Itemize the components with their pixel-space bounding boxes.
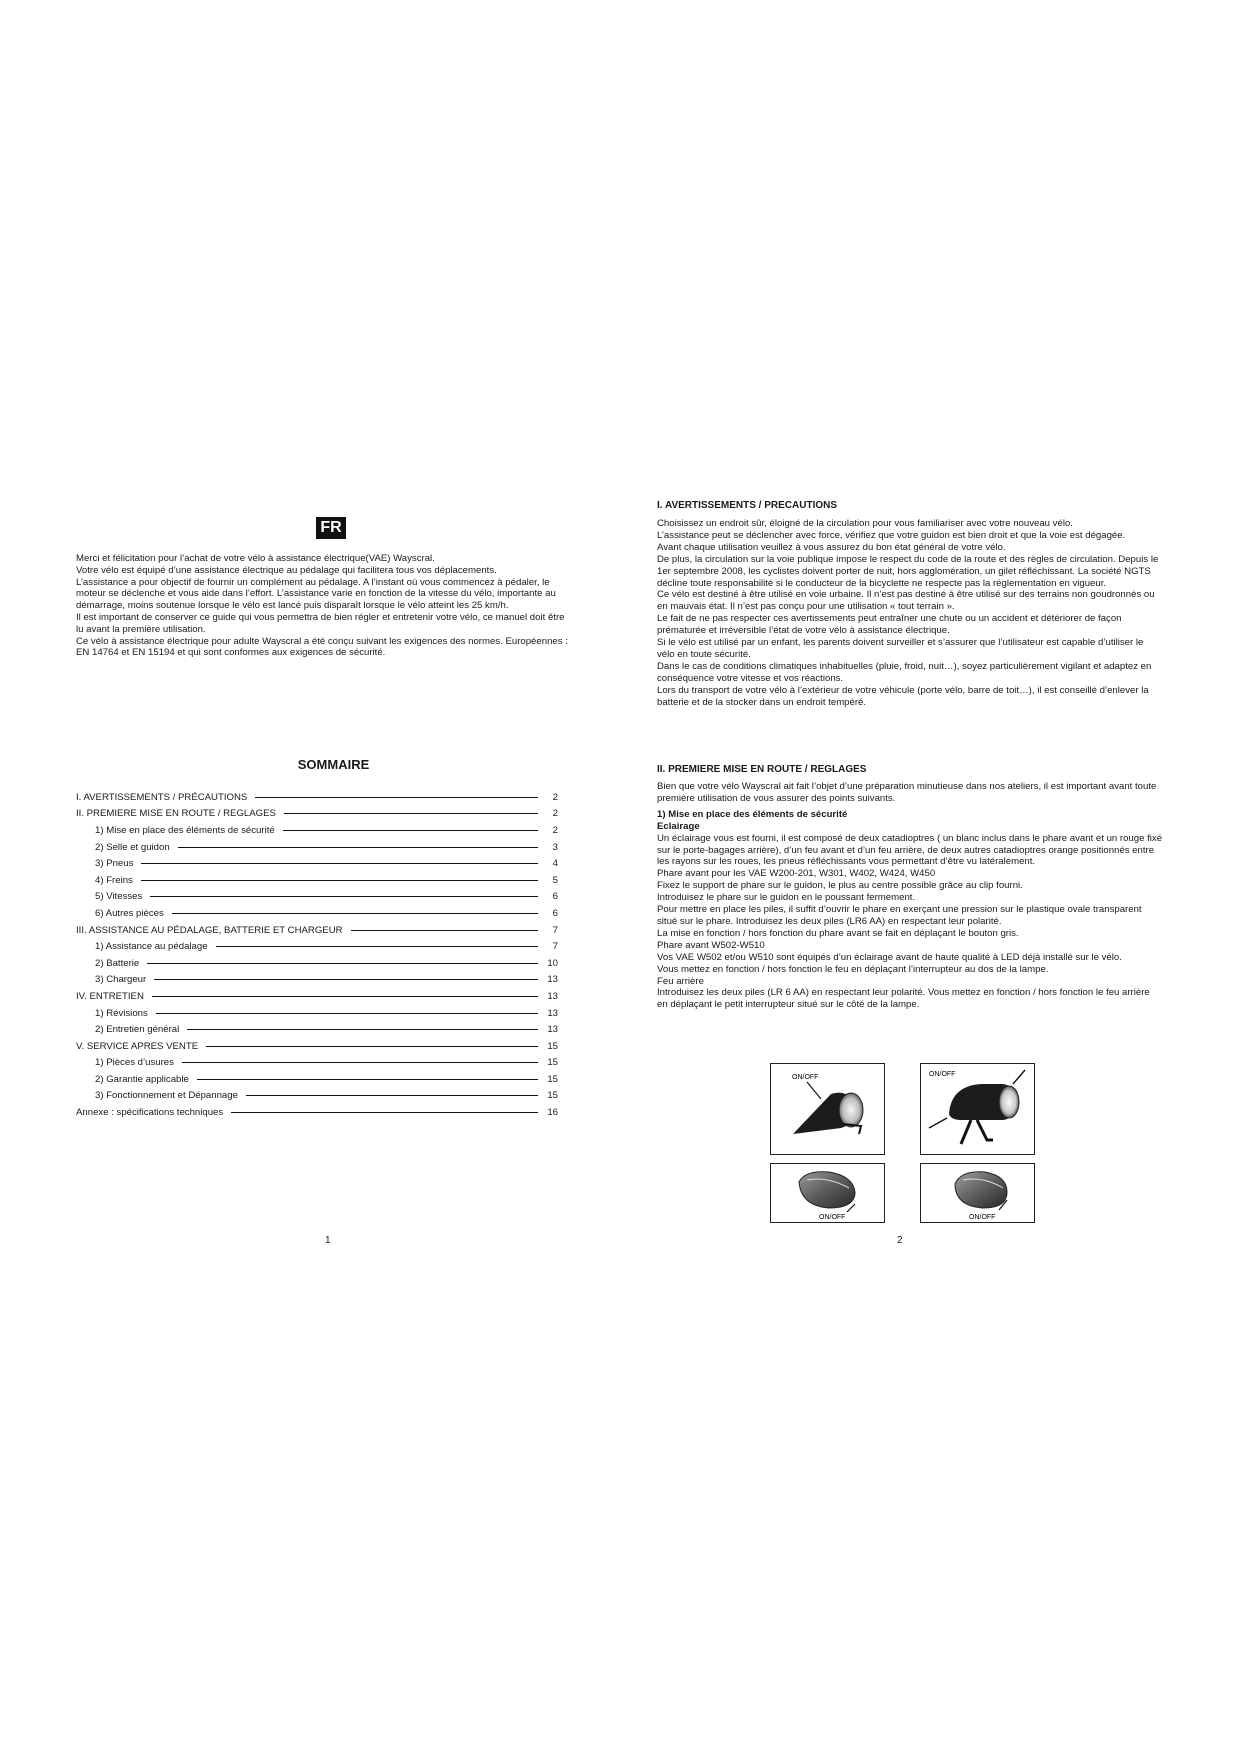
section-title: II. PREMIERE MISE EN ROUTE / REGLAGES [657, 764, 867, 775]
page-number: 2 [897, 1235, 903, 1246]
paragraph: Si le vélo est utilisé par un enfant, les parents doivent surveiller et s’assurer que l’utilisateur est capable d’utiliser le vélo en toute sécurité. [657, 637, 1144, 660]
toc-page-number: 6 [552, 907, 558, 919]
toc-leader-line [152, 996, 538, 997]
toc-leader-line [246, 1095, 538, 1096]
toc-leader-line [141, 880, 538, 881]
intro-paragraph: Ce vélo à assistance électrique pour adulte Wayscral a été conçu suivant les exigences des normes. Européennes : EN 14764 et EN 15194 et qui sont conformes aux exigences de sécurité. [76, 635, 568, 659]
section-title: I. AVERTISSEMENTS / PRECAUTIONS [657, 500, 838, 511]
paragraph: Vous mettez en fonction / hors fonction le feu en déplaçant l’interrupteur au dos de la lampe. [657, 963, 1049, 975]
toc-leader-line [154, 979, 538, 980]
toc-page-number: 15 [547, 1057, 558, 1069]
on-off-label: ON/OFF [792, 1074, 819, 1081]
left-page [0, 0, 620, 1754]
toc-leader-line [206, 1046, 538, 1047]
pointer-arrow [1013, 1070, 1025, 1084]
toc-label: 2) Garantie applicable [95, 1073, 189, 1085]
toc-label: III. ASSISTANCE AU PÉDALAGE, BATTERIE ET CHARGEUR [76, 924, 343, 936]
toc-row [76, 972, 558, 989]
intro-paragraph: L’assistance a pour objectif de fournir un complément au pédalage. A l’instant où vous commencez à pédaler, le moteur se déclenche et vous aide dans l’effort. L’assistance varie en fonction de la vitesse du vélo, importante au démarrage, moins soutenue lorsque le vélo est lancé puis disparaît lorsque le vélo atteint les 25 km/h. [76, 576, 556, 612]
paragraph: Feu arrière [657, 975, 704, 987]
toc-row [76, 905, 558, 922]
paragraph: Bien que votre vélo Wayscral ait fait l’objet d’une préparation minutieuse dans nos ateliers, il est important avant toute première utilisation de vous assurer des points suivants. [657, 781, 1157, 804]
toc-page-number: 13 [547, 990, 558, 1002]
mount-bracket [961, 1120, 993, 1144]
toc-leader-line [283, 830, 538, 831]
toc-page-number: 13 [547, 974, 558, 986]
toc-leader-line [178, 847, 538, 848]
toc-page-number: 13 [547, 1024, 558, 1036]
toc-label: Annexe : spécifications techniques [76, 1107, 224, 1119]
toc-row [76, 1104, 558, 1121]
intro-paragraph: Il est important de conserver ce guide qui vous permettra de bien régler et entretenir votre vélo, ce manuel doit être lu avant la première utilisation. [76, 611, 565, 635]
paragraph: Avant chaque utilisation veuillez à vous assurez du bon état général de votre vélo. [657, 541, 1006, 553]
toc-page-number: 4 [552, 858, 558, 870]
toc-page-number: 15 [547, 1040, 558, 1052]
on-off-label: ON/OFF [969, 1214, 996, 1221]
toc-row [76, 1005, 558, 1022]
toc-row [76, 1055, 558, 1072]
toc-label: V. SERVICE APRES VENTE [76, 1040, 199, 1052]
lamp-lens [999, 1086, 1019, 1118]
toc-label: 2) Entretien général [95, 1024, 180, 1036]
pointer-arrow [807, 1082, 821, 1099]
intro-paragraph: Votre vélo est équipé d’une assistance électrique au pédalage qui facilitera tous vos déplacements. [76, 564, 497, 576]
toc-label: I. AVERTISSEMENTS / PRÉCAUTIONS [76, 791, 248, 803]
toc-page-number: 10 [547, 957, 558, 969]
toc-label: 2) Selle et guidon [95, 841, 170, 853]
subsection-title: 1) Mise en place des éléments de sécurité [657, 808, 848, 820]
paragraph: L’assistance peut se déclencher avec force, vérifiez que votre guidon est bien droit et que la voie est dégagée. [657, 529, 1126, 541]
toc-row [76, 789, 558, 806]
front-light-led-image [920, 1063, 1035, 1155]
lamp-lens [839, 1093, 863, 1127]
toc-leader-line [182, 1062, 538, 1063]
toc-row [76, 1071, 558, 1088]
rear-lamp [955, 1172, 1007, 1208]
toc-label: 3) Chargeur [95, 974, 147, 986]
paragraph: Pour mettre en place les piles, il suffit d’ouvrir le phare en exerçant une pression sur le plastique ovale transparent situé sur le phare. Introduisez les deux piles (LR6 AA) en respectant leur polarité. [657, 904, 1142, 927]
paragraph: Dans le cas de conditions climatiques inhabituelles (pluie, froid, nuit…), soyez particulièrement vigilant et adaptez en conséquence votre vitesse et vos réactions. [657, 660, 1152, 684]
toc-page-number: 5 [552, 874, 558, 886]
paragraph: Lors du transport de votre vélo à l’extérieur de votre véhicule (porte vélo, barre de toit…), il est conseillé d’enlever la batterie et de la stocker dans un endroit tempéré. [657, 684, 1149, 708]
paragraph: De plus, la circulation sur la voie publique impose le respect du code de la route et des règles de circulation. Depuis le 1er septembre 2008, les cyclistes doivent porter de nuit, hors agglomération, un gilet réfléchissant. La société NGTS décline toute responsabilité si le conducteur de la bicyclette ne respecte pas la réglementation en vigueur. [657, 553, 1159, 589]
page-number: 1 [325, 1235, 331, 1246]
toc-page-number: 16 [547, 1107, 558, 1119]
toc-label: 1) Révisions [95, 1007, 148, 1019]
language-badge: FR [316, 517, 346, 539]
intro-paragraph: Merci et félicitation pour l’achat de votre vélo à assistance électrique(VAE) Wayscral. [76, 553, 435, 564]
toc-label: II. PREMIERE MISE EN ROUTE / REGLAGES [76, 808, 276, 820]
toc-row [76, 922, 558, 939]
rear-lamp [799, 1172, 855, 1208]
toc-leader-line [351, 930, 538, 931]
paragraph: Le fait de ne pas respecter ces avertissements peut entraîner une chute ou un accident et détériorer de façon prématurée et irréversible l’état de votre vélo à assistance électrique. [657, 613, 1122, 637]
toc-leader-line [150, 896, 538, 897]
toc-row [76, 806, 558, 823]
toc-label: 1) Mise en place des éléments de sécurité [95, 824, 275, 836]
toc-row [76, 855, 558, 872]
paragraph: Phare avant pour les VAE W200-201, W301, W402, W424, W450 [657, 868, 936, 880]
paragraph: Introduisez les deux piles (LR 6 AA) en respectant leur polarité. Vous mettez en fonction / hors fonction le feu arrière en déplaçant le petit interrupteur situé sur le côté de la lampe. [657, 987, 1150, 1011]
toc-leader-line [231, 1112, 538, 1113]
toc-leader-line [156, 1013, 538, 1014]
intro-text [76, 553, 571, 659]
toc-label: 3) Pneus [95, 858, 134, 870]
paragraph: Un éclairage vous est fourni, il est composé de deux catadioptres ( un blanc inclus dans le phare avant et un rouge fixé sur le porte-bagages arrière), d’un feu avant et d’un feu arrière, de deux autres catadioptres orange positionnés entre les rayons sur les roues, les pneus réfléchissants vous permettant d’être vu latéralement. [657, 832, 1163, 868]
toc-page-number: 13 [547, 1007, 558, 1019]
pointer-arrow [847, 1204, 855, 1212]
section2-body [657, 781, 1163, 1011]
paragraph: La mise en fonction / hors fonction du phare avant se fait en déplaçant le bouton gris. [657, 927, 1019, 939]
toc-page-number: 2 [552, 808, 558, 820]
toc-row [76, 822, 558, 839]
sommaire-title: SOMMAIRE [297, 757, 370, 772]
toc-page-number: 2 [552, 824, 558, 836]
toc-label: 5) Vitesses [95, 891, 143, 903]
toc-page-number: 15 [547, 1090, 558, 1102]
toc-page-number: 3 [552, 841, 558, 853]
rear-light-image [920, 1163, 1035, 1223]
toc-row [76, 889, 558, 906]
toc-leader-line [255, 797, 538, 798]
front-light-image [770, 1063, 885, 1155]
toc-page-number: 15 [547, 1073, 558, 1085]
rear-light-image [770, 1163, 885, 1223]
section1-body [657, 518, 1163, 709]
toc-row [76, 955, 558, 972]
toc-row [76, 839, 558, 856]
toc-page-number: 6 [552, 891, 558, 903]
table-of-contents [76, 789, 558, 1121]
on-off-label: ON/OFF [929, 1071, 956, 1078]
toc-row [76, 872, 558, 889]
toc-leader-line [197, 1079, 538, 1080]
toc-label: 2) Batterie [95, 957, 140, 969]
toc-label: 4) Freins [95, 874, 133, 886]
paragraph: Phare avant W502-W510 [657, 939, 765, 951]
paragraph: Ce vélo est destiné à être utilisé en voie urbaine. Il n’est pas destiné à être utilisé sur des terrains non goudronnés ou en mauvais état. Il n’est pas conçu pour une utilisation « tout terrain ». [657, 589, 1155, 613]
toc-row [76, 1038, 558, 1055]
toc-row [76, 938, 558, 955]
toc-label: 1) Pièces d’usures [95, 1057, 174, 1069]
on-off-label: ON/OFF [819, 1214, 846, 1221]
toc-label: 6) Autres pièces [95, 907, 164, 919]
paragraph: Introduisez le phare sur le guidon en le poussant fermement. [657, 892, 916, 904]
toc-leader-line [284, 813, 538, 814]
toc-label: 3) Fonctionnement et Dépannage [95, 1090, 238, 1102]
paragraph: Fixez le support de phare sur le guidon, le plus au centre possible grâce au clip fourni. [657, 880, 1023, 892]
toc-label: IV. ENTRETIEN [76, 990, 144, 1002]
toc-row [76, 1088, 558, 1105]
toc-page-number: 7 [552, 941, 558, 953]
paragraph: Vos VAE W502 et/ou W510 sont équipés d’un éclairage avant de haute qualité à LED déjà installé sur le vélo. [657, 951, 1122, 963]
toc-row [76, 988, 558, 1005]
toc-page-number: 7 [552, 924, 558, 936]
toc-leader-line [147, 963, 538, 964]
toc-label: 1) Assistance au pédalage [95, 941, 208, 953]
toc-leader-line [141, 863, 538, 864]
toc-leader-line [216, 946, 538, 947]
paragraph: Choisissez un endroit sûr, éloigné de la circulation pour vous familiariser avec votre nouveau vélo. [657, 518, 1073, 529]
toc-row [76, 1021, 558, 1038]
right-page [620, 0, 1241, 1754]
toc-leader-line [187, 1029, 538, 1030]
toc-page-number: 2 [552, 791, 558, 803]
subsection-subtitle: Eclairage [657, 820, 700, 832]
toc-leader-line [172, 913, 538, 914]
pointer-arrow [929, 1118, 947, 1128]
